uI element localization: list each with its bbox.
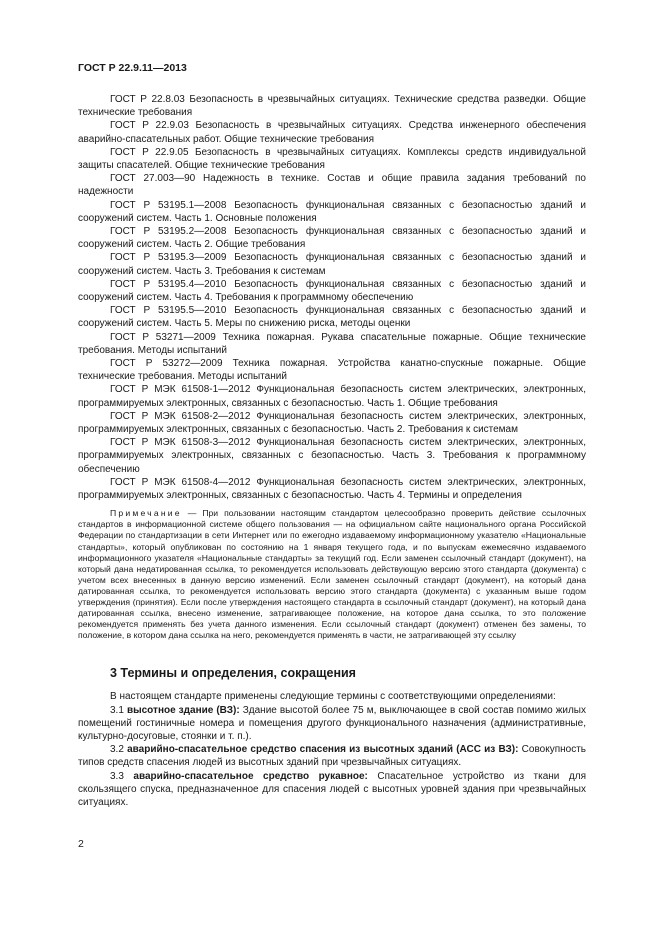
term-number: 3.1 — [110, 704, 127, 716]
reference-item: ГОСТ Р 22.9.05 Безопасность в чрезвычайных ситуациях. Комплексы средств индивидуальной защиты спасателей. Общие технические требования — [78, 146, 586, 172]
term-name: аварийно-спасательное средство спасения из высотных зданий (АСС из ВЗ): — [127, 744, 519, 756]
reference-item: ГОСТ Р МЭК 61508-3—2012 Функциональная безопасность систем электрических, электронных, программируемых электронных, связанных с безопасностью. Часть 3. Требования к программному обеспечению — [78, 437, 586, 475]
document-header: ГОСТ Р 22.9.11—2013 — [78, 62, 187, 74]
note-block — [78, 508, 586, 641]
reference-item: ГОСТ Р 53195.1—2008 Безопасность функциональная связанных с безопасностью зданий и сооружений систем. Часть 1. Основные положения — [78, 199, 586, 224]
term-text: Спасательное устройство из ткани для скользящего спуска, предназначенное для спасения людей с высотных уровней здания при чрезвычайных ситуациях. — [78, 770, 586, 809]
term-name: аварийно-спасательное средство рукавное: — [133, 770, 368, 782]
note-paragraph — [78, 508, 586, 641]
reference-item: ГОСТ Р 53195.2—2008 Безопасность функциональная связанных с безопасностью зданий и сооружений систем. Часть 2. Общие требования — [78, 226, 586, 251]
term-definition — [78, 704, 586, 744]
page-number: 2 — [78, 838, 84, 850]
document-body — [78, 93, 586, 809]
reference-item: ГОСТ Р 53195.5—2010 Безопасность функциональная связанных с безопасностью зданий и сооружений систем. Часть 5. Меры по снижению риска, методы оценки — [78, 305, 586, 330]
normative-references-list — [78, 93, 586, 502]
section-intro: В настоящем стандарте применены следующие термины с соответствующими определениями: — [110, 691, 556, 703]
reference-item: ГОСТ Р 53195.4—2010 Безопасность функциональная связанных с безопасностью зданий и сооружений систем. Часть 4. Требования к программному обеспечению — [78, 278, 586, 304]
reference-item: ГОСТ Р 53271—2009 Техника пожарная. Рукава спасательные пожарные. Общие технические требования. Методы испытаний — [78, 331, 586, 356]
reference-item: ГОСТ Р 53272—2009 Техника пожарная. Устройства канатно-спускные пожарные. Общие технические требования. Методы испытаний — [78, 358, 586, 383]
term-name: высотное здание (ВЗ): — [126, 704, 240, 716]
reference-item: ГОСТ Р 22.8.03 Безопасность в чрезвычайных ситуациях. Технические средства разведки. Общие технические требования — [78, 94, 586, 119]
note-label: Примечание — [110, 508, 182, 519]
term-text: Совокупность типов средств спасения людей из высотных зданий при чрезвычайных ситуациях. — [78, 744, 587, 769]
term-definition — [78, 743, 586, 769]
section-heading: 3 Термины и определения, сокращения — [110, 666, 356, 681]
reference-item: ГОСТ Р МЭК 61508-4—2012 Функциональная безопасность систем электрических, электронных, программируемых электронных, связанных с безопасностью. Часть 4. Термины и определения — [78, 476, 586, 502]
reference-item: ГОСТ Р 22.9.03 Безопасность в чрезвычайных ситуациях. Средства инженерного обеспечения аварийно-спасательных работ. Общие технические требования — [78, 120, 586, 145]
term-number: 3.3 — [110, 770, 134, 782]
note-text: — При пользовании настоящим стандартом целесообразно проверить действие ссылочных стандартов в информационной системе общего пользования — на официальном сайте национального органа Российской Федерации по стандартизации в сети Интернет или по ежегодно издаваемому информационному указателю «Национальные стандарты», который опубликован по состоянию на 1 января текущего года, и по выпускам ежемесячно издаваемого информационного указателя «Национальные стандарты» за текущий год. Если заменен ссылочный стандарт (документ), на который дана недатированная ссылка, то рекомендуется использовать действующую версию этого стандарта (документа) с учетом всех внесенных в данную версию изменений. Если заменен ссылочный стандарт (документ), на который дана датированная ссылка, то рекомендуется использовать версию этого стандарта (документа) с указанным выше годом утверждения (принятия). Если после утверждения настоящего стандарта в ссылочный стандарт (документ), на который дана датированная ссылка, внесено изменение, затрагивающее положение, на которое дана ссылка, то это положение рекомендуется применять без учета данного изменения. Если ссылочный стандарт (документ) отменен без замены, то положение, в котором дана ссылка на него, рекомендуется применять в части, не затрагивающей эту ссылку — [78, 508, 586, 641]
term-definition — [78, 770, 586, 810]
reference-item: ГОСТ Р МЭК 61508-2—2012 Функциональная безопасность систем электрических, электронных, программируемых электронных, связанных с безопасностью. Часть 2. Требования к системам — [78, 410, 586, 436]
reference-item: ГОСТ Р МЭК 61508-1—2012 Функциональная безопасность систем электрических, электронных, программируемых электронных, связанных с безопасностью. Часть 1. Общие требования — [78, 384, 586, 409]
term-number: 3.2 — [110, 744, 128, 756]
reference-item: ГОСТ 27.003—90 Надежность в технике. Состав и общие правила задания требований по надежности — [78, 173, 586, 198]
term-text: Здание высотой более 75 м, выключающее в свой состав помимо жилых помещений гостиничные номера и помещения другого функционального назначения (административные, культурно-досуговые, стоянки и т. п.). — [78, 704, 586, 743]
reference-item: ГОСТ Р 53195.3—2009 Безопасность функциональная связанных с безопасностью зданий и сооружений систем. Часть 3. Требования к системам — [78, 252, 586, 277]
